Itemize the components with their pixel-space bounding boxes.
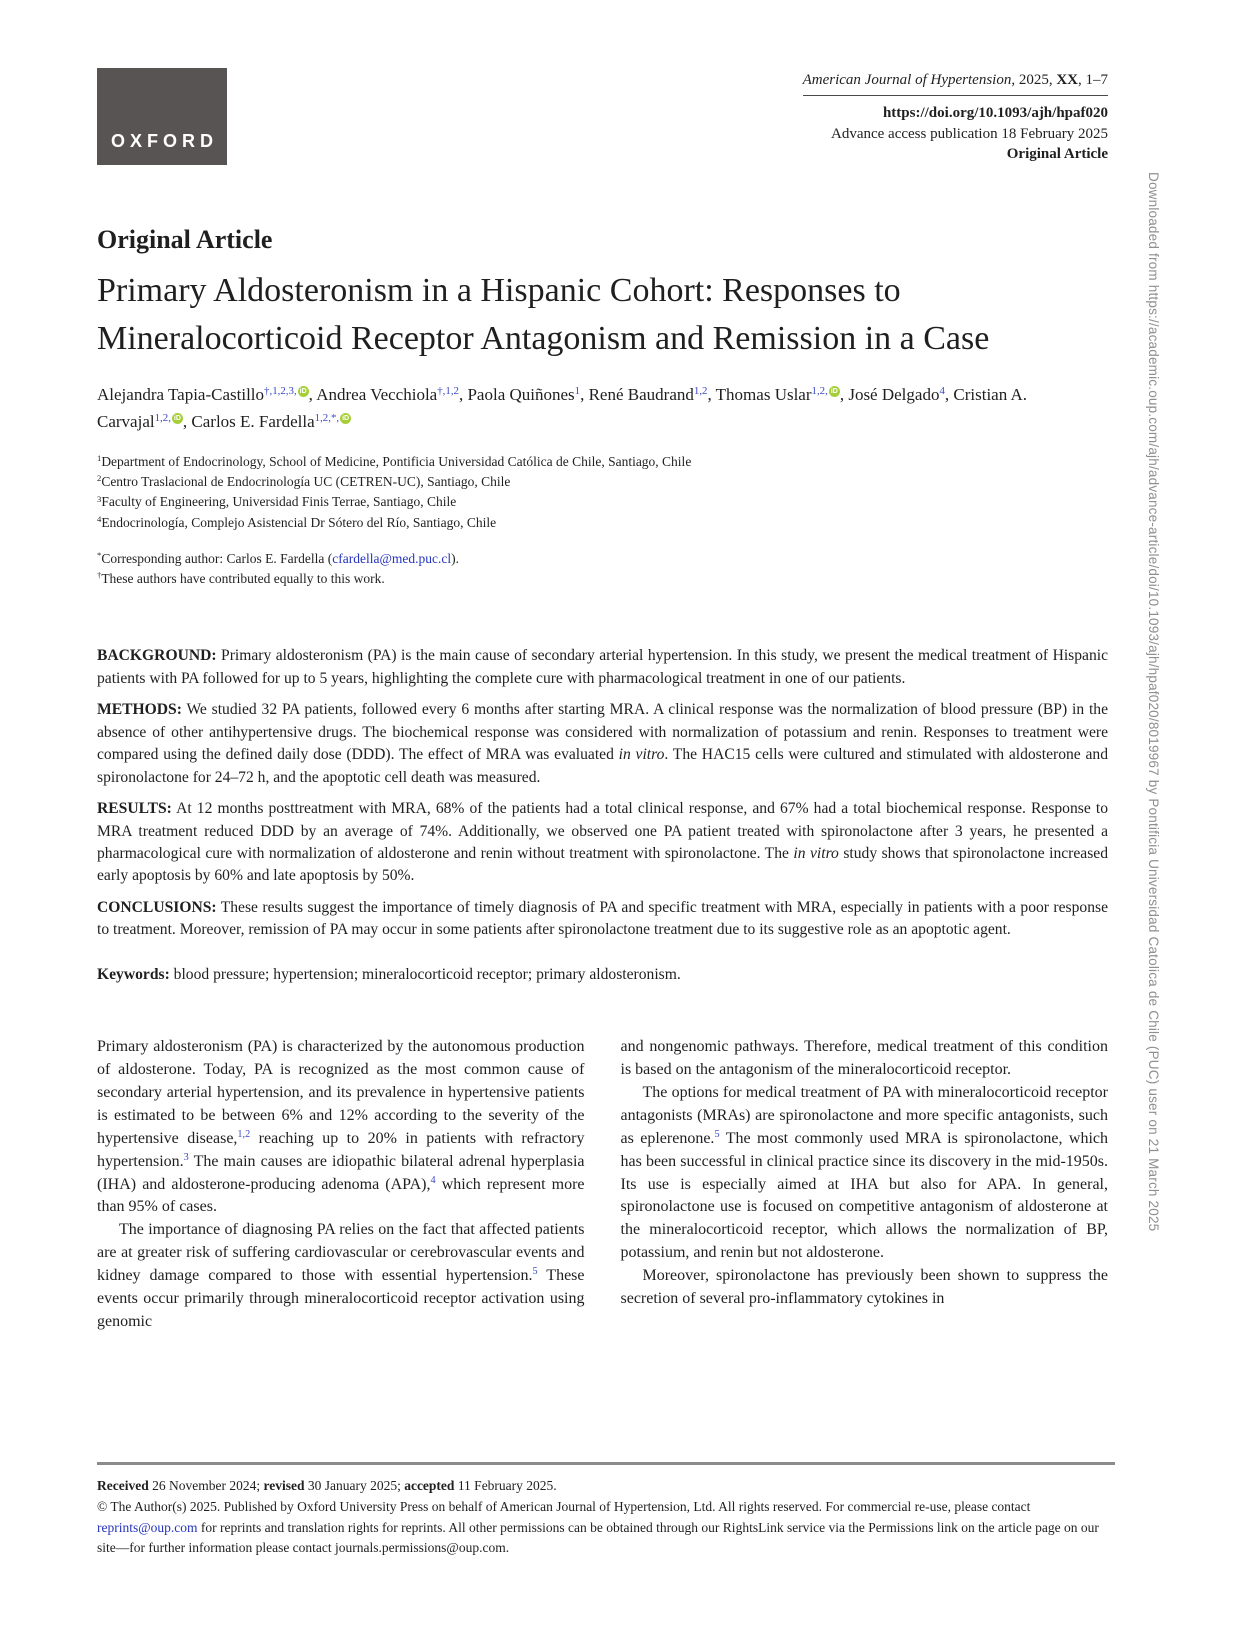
journal-citation: American Journal of Hypertension, 2025, XX, 1–7	[803, 70, 1108, 96]
abstract-methods: METHODS: We studied 32 PA patients, followed every 6 months after starting MRA. A clinical response was the normalization of blood pressure (BP) in the absence of other antihypertensive drugs. The biochemical response was considered with normalization of potassium and renin. Responses to treatment were compared using the defined daily dose (DDD). The effect of MRA was evaluated in vitro. The HAC15 cells were cultured and stimulated with aldosterone and spironolactone for 24–72 h, and the apoptotic cell death was measured.	[97, 701, 1108, 786]
equal-contribution-note: †These authors have contributed equally to this work.	[97, 570, 385, 587]
author: Carlos E. Fardella$^{1,2,*,}$iD	[191, 412, 351, 431]
paper-title: Primary Aldosteronism in a Hispanic Cohort: Responses to Mineralocorticoid Receptor Antagonism and Remission in a Case	[97, 272, 990, 358]
abstract	[97, 645, 1108, 986]
left-column	[97, 1036, 585, 1333]
downloaded-from-note: Downloaded from https://academic.oup.com/ajh/advance-article/doi/10.1093/ajh/hpaf020/8019967 by Pontificia Universidad Catolica de Chile (PUC) user on 21 March 2025	[1146, 172, 1161, 1232]
keywords: Keywords: blood pressure; hypertension; mineralocorticoid receptor; primary aldosteronism.	[97, 965, 681, 983]
copyright-notice: © The Author(s) 2025. Published by Oxford University Press on behalf of American Journal of Hypertension, Ltd. All rights reserved. For commercial re-use, please contact reprints@oup.com for reprints and translation rights for reprints. All other permissions can be obtained through our RightsLink service via the Permissions link on the article page on our site—for further information please contact journals.permissions@oup.com.	[97, 1499, 1099, 1555]
author: Paola Quiñones$^1$,	[467, 384, 589, 404]
orcid-icon[interactable]	[340, 413, 351, 424]
affiliations	[97, 452, 1108, 533]
body-paragraph: The importance of diagnosing PA relies on the fact that affected patients are at greater risk of suffering cardiovascular or cerebrovascular events and kidney damage compared to those with essential hypertension.$^5$ These events occur primarily through mineralocorticoid receptor activation using genomic	[97, 1221, 585, 1330]
body-paragraph: Moreover, spironolactone has previously been shown to suppress the secretion of several pro-inflammatory cytokines in	[620, 1267, 1108, 1307]
affiliation: $^3$Faculty of Engineering, Universidad Finis Terrae, Santiago, Chile	[97, 493, 457, 510]
abstract-results: RESULTS: At 12 months posttreatment with MRA, 68% of the patients had a total clinical response, and 67% had a total biochemical response. Response to MRA treatment reduced DDD by an average of 74%. Additionally, we observed one PA patient treated with spironolactone after 3 years, he presented a pharmacological cure with normalization of aldosterone and renin without treatment with spironolactone. The in vitro study shows that spironolactone increased early apoptosis by 60% and late apoptosis by 50%.	[97, 800, 1108, 885]
orcid-icon[interactable]	[829, 386, 840, 397]
orcid-icon[interactable]	[298, 386, 309, 397]
author-notes	[97, 549, 1108, 590]
author: René Baudrand$^{1,2}$,	[588, 384, 716, 404]
page-header	[97, 68, 1108, 165]
received-dates: Received 26 November 2024; revised 30 January 2025; accepted 11 February 2025.	[97, 1478, 557, 1493]
body-paragraph: and nongenomic pathways. Therefore, medical treatment of this condition is based on the antagonism of the mineralocorticoid receptor.	[620, 1038, 1108, 1079]
affiliation: $^4$Endocrinología, Complejo Asistencial Dr Sótero del Río, Santiago, Chile	[97, 513, 497, 530]
author-list	[97, 381, 1057, 435]
author: Cristian A. Carvajal$^{1,2,}$ iD ,	[97, 385, 1027, 431]
oxford-logo[interactable]	[97, 68, 227, 165]
author: José Delgado$^4$,	[848, 384, 954, 404]
author: Alejandra Tapia-Castillo$^{\dagger,1,2,3,}$ iD ,	[97, 385, 316, 404]
body-columns	[97, 1036, 1108, 1333]
body-paragraph: Primary aldosteronism (PA) is characterized by the autonomous production of aldosterone. Today, PA is recognized as the most common cause of secondary arterial hypertension, and its prevalence in hypertensive patients is estimated to be between 6% and 12% according to the severity of the hypertensive disease,$^{1,2}$ reaching up to 20% in patients with refractory hypertension.$^3$ The main causes are idiopathic bilateral adrenal hyperplasia (IHA) and aldosterone-producing adenoma (APA),$^4$ which represent more than 95% of cases.	[97, 1038, 585, 1216]
affiliation: $^1$Department of Endocrinology, School of Medicine, Pontificia Universidad Católica de Chile, Santiago, Chile	[97, 453, 692, 469]
abstract-conclusions: CONCLUSIONS: These results suggest the importance of timely diagnosis of PA and specific treatment with MRA, especially in patients with a poor response to treatment. Moreover, remission of PA may occur in some patients after spironolactone treatment due to its suggestive role as an apoptotic agent.	[97, 898, 1108, 939]
section-label: Original Article	[97, 225, 273, 254]
corresponding-author-note: *Corresponding author: Carlos E. Fardella (cfardella@med.puc.cl).	[97, 550, 460, 566]
author: Andrea Vecchiola$^{\dagger,1,2}$,	[316, 384, 468, 404]
abstract-background: BACKGROUND: Primary aldosteronism (PA) is the main cause of secondary arterial hypertension. In this study, we present the medical treatment of Hispanic patients with PA followed for up to 5 years, highlighting the complete cure with pharmacological treatment in one of our patients.	[97, 647, 1108, 687]
affiliation: $^2$Centro Traslacional de Endocrinología UC (CETREN-UC), Santiago, Chile	[97, 473, 511, 490]
right-column	[621, 1036, 1109, 1333]
header-meta	[803, 68, 1108, 164]
journal-volume: XX	[1056, 72, 1078, 88]
oxford-logo-text: OXFORD	[111, 131, 219, 151]
journal-name: American Journal of Hypertension	[802, 72, 1012, 88]
page-footer	[97, 1462, 1115, 1558]
article-content	[97, 68, 1108, 1334]
article-type-label: Original Article	[1006, 145, 1108, 162]
body-paragraph: The options for medical treatment of PA with mineralocorticoid receptor antagonists (MRAs) are spironolactone and more specific antagonists, such as eplerenone.$^5$ The most commonly used MRA is spironolactone, which has been successful in clinical practice since its discovery in the mid-1950s. Its use is especially aimed at IHA but also for APA. In general, spironolactone use is focused on competitive antagonism of aldosterone at the mineralocorticoid receptor, which allows the normalization of BP, potassium, and renin but not aldosterone.	[620, 1084, 1108, 1262]
author: Thomas Uslar$^{1,2,}$ iD ,	[716, 385, 849, 404]
advance-access-line: Advance access publication 18 February 2025	[831, 125, 1108, 142]
corresponding-email-link[interactable]: cfardella@med.puc.cl	[332, 550, 452, 566]
reprints-email-link[interactable]: reprints@oup.com	[97, 1519, 198, 1535]
orcid-icon[interactable]	[172, 413, 183, 424]
footer-divider	[97, 1462, 1115, 1465]
doi-link[interactable]: https://doi.org/10.1093/ajh/hpaf020	[882, 105, 1108, 122]
